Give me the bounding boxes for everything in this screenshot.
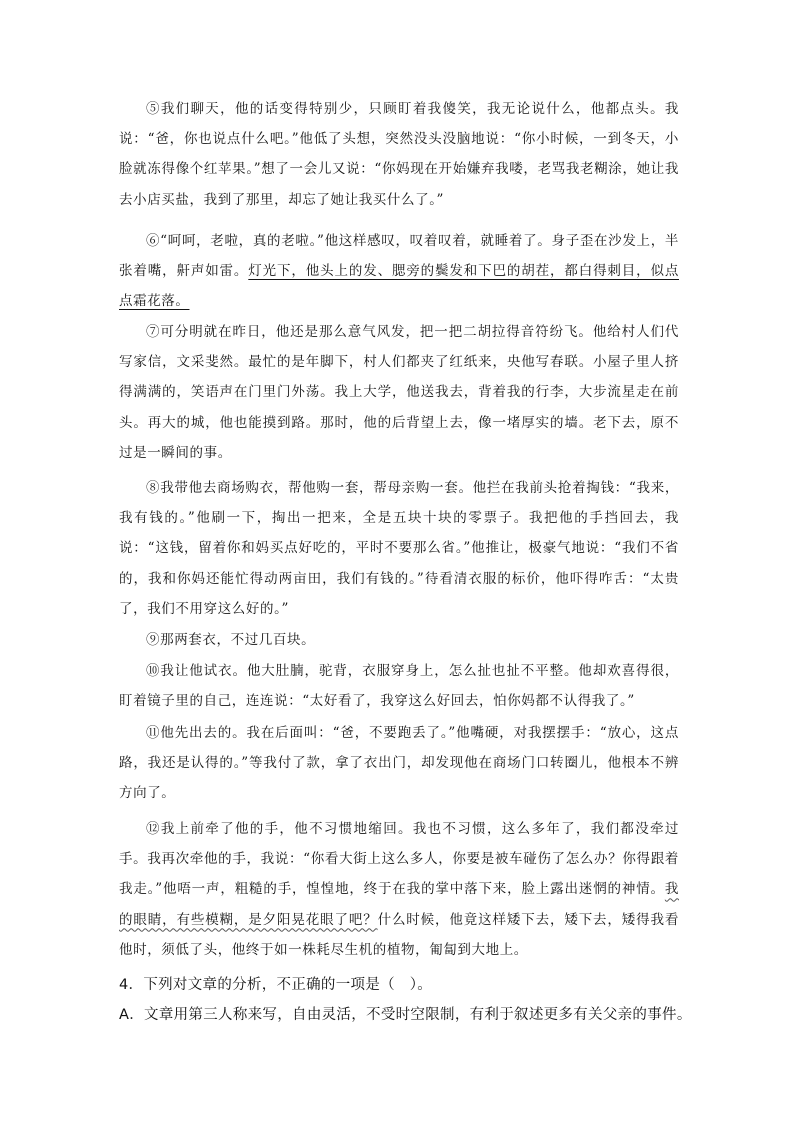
paragraph-12 bbox=[119, 814, 679, 965]
underlined-sentence: 灯光下，他头上的发、腮旁的鬓发和下巴的胡茬，都白得刺目，似点点霜花落。 bbox=[119, 263, 679, 310]
paragraph-6-text: ⑥“呵呵，老啦，真的老啦。”他这样感叹，叹着叹着，就睡着了。身子歪在沙发上，半张着嘴，鼾声如雷。 bbox=[119, 233, 679, 280]
paragraph-6 bbox=[119, 226, 679, 317]
question-option-a bbox=[119, 1003, 719, 1027]
paragraph-11-text: ⑪他先出去的。我在后面叫：“爸，不要跑丢了。”他嘴硬，对我摆摆手：“放心，这点路，我还是认得的。”等我付了款，拿了衣出门，却发现他在商场门口转圈儿，他根本不辨方向了。 bbox=[119, 725, 679, 802]
paragraph-12-text: ⑫我上前牵了他的手，他不习惯地缩回。我也不习惯，这么多年了，我们都没牵过手。我再次牵他的手，我说：“你看大街上这么多人，你要是被车碰伤了怎么办？你得跟着我走。”他唔一声，粗糙的手，惶惶地，终于在我的掌中落下来，脸上露出迷惘的神情。 bbox=[119, 821, 679, 898]
paragraph-7-text: ⑦可分明就在昨日，他还是那么意气风发，把一把二胡拉得音符纷飞。他给村人们代写家信，文采斐然。最忙的是年脚下，村人们都夹了红纸来，央他写春联。小屋子里人挤得满满的，笑语声在门里门外荡。我上大学，他送我去，背着我的行李，大步流星走在前头。再大的城，他也能摸到路。那时，他的后背望上去，像一堵厚实的墙。老下去，原不过是一瞬间的事。 bbox=[119, 324, 679, 461]
question-stem-text: 4．下列对文章的分析，不正确的一项是（ ）。 bbox=[119, 977, 433, 993]
paragraph-7 bbox=[119, 317, 679, 468]
question-stem bbox=[119, 973, 719, 997]
paragraph-11 bbox=[119, 718, 679, 809]
paragraph-8 bbox=[119, 473, 679, 624]
paragraph-9 bbox=[119, 625, 679, 655]
paragraph-5 bbox=[119, 94, 679, 215]
paragraph-12-text-end: 什么时候，他竟这样矮下去，矮下去，矮得我看他时，须低了头，他终于如一株耗尽生机的植物，匍匐到大地上。 bbox=[119, 911, 679, 958]
paragraph-10 bbox=[119, 656, 679, 716]
wavy-underlined-sentence: 我的眼睛，有些模糊，是夕阳晃花眼了吧？ bbox=[119, 881, 679, 928]
paragraph-8-text: ⑧我带他去商场购衣，帮他购一套，帮母亲购一套。他拦在我前头抢着掏钱：“我来，我有钱的。”他刷一下，掏出一把来，全是五块十块的零票子。我把他的手挡回去，我说：“这钱，留着你和妈买点好吃的，平时不要那么省。”他推让，极豪气地说：“我们不省的，我和你妈还能忙得动两亩田，我们有钱的。”待看清衣服的标价，他吓得咋舌：“太贵了，我们不用穿这么好的。” bbox=[119, 480, 679, 617]
option-a-text: A．文章用第三人称来写，自由灵活，不受时空限制，有利于叙述更多有关父亲的事件。 bbox=[119, 1007, 692, 1023]
paragraph-9-text: ⑨那两套衣，不过几百块。 bbox=[146, 632, 316, 648]
paragraph-10-text: ⑩我让他试衣。他大肚腩，驼背，衣服穿身上，怎么扯也扯不平整。他却欢喜得很，盯着镜子里的自己，连连说：“太好看了，我穿这么好回去，怕你妈都不认得我了。” bbox=[119, 663, 679, 710]
paragraph-5-text: ⑤我们聊天，他的话变得特别少，只顾盯着我傻笑，我无论说什么，他都点头。我说：“爸，你也说点什么吧。”他低了头想，突然没头没脑地说：“你小时候，一到冬天，小脸就冻得像个红苹果。”想了一会儿又说：“你妈现在开始嫌弃我喽，老骂我老糊涂，她让我去小店买盐，我到了那里，却忘了她让我买什么了。” bbox=[119, 101, 679, 208]
